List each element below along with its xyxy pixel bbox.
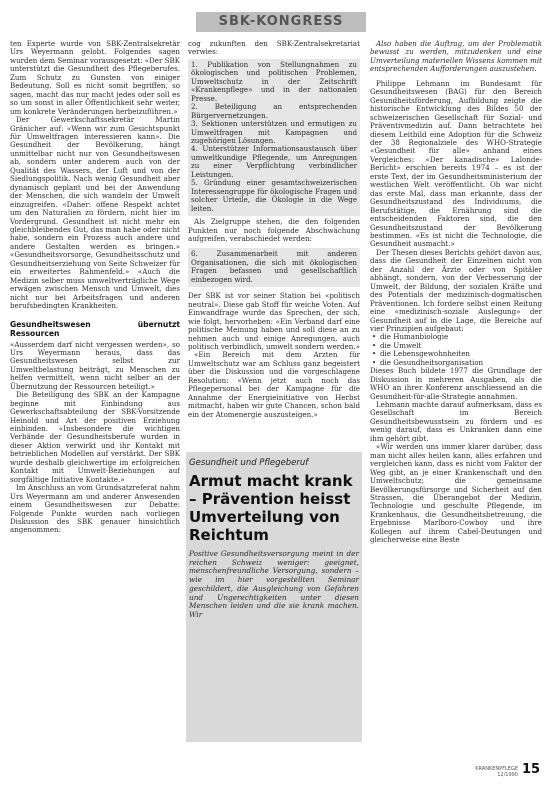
paragraph: Philippe Lehmann im Bundesamt für Gesundheitswesen (BAG) für den Bereich Gesundheitsförderung, Aufbildung zeigte die historische Entwicklung des Bildes 50 der schweizerischen Gesellschaft für Sozial- und Präventivmedizin auf. Dann betrachtete bei diesem Leitbild eine Adoption für die Schweiz der 38 Regionalziele des WHO-Strategie «Gesundheit für alle» anhand eines Vergleiches: «Der kanadische» Lalonde-Bericht» erschien bereits 1974 – es ist der erste Text, der im Gesundheitsministerium der westlichen Welt veröffentlicht. Ob war nicht das erste Mal, dass man erkannte, dass der Gesundheitszustand des Individuums, die Berufstätige, die Ernährung sind die entscheidenden Faktoren sind, die den Gesundheitszustand der Bevölkerung bestimmen. «Es ist nicht die Technologie, die Gesundheit ausmacht.» bbox=[370, 78, 542, 249]
list-item: 5. Gründung einer gesamtschweizerischen Interessengruppe für ökologische Fragen und solcher Urteile, die Ökologie in die Wege leiten. bbox=[191, 178, 357, 213]
publication-source: KRANKENPFLEGE 12/1990 bbox=[475, 766, 518, 778]
list-item: 1. Publikation von Stellungnahmen zu ökologischen und politischen Problemen, Umweltschutz in der Zeitschrift «Krankenpflege» und in der nationalen Presse. bbox=[191, 59, 357, 103]
paragraph: «Wir werden uns immer klarer darüber, dass man nicht alles heilen kann, alles erfahren und vergleichen kann, dass es nicht vom Faktor der Weg gibt, an je einer Krankenschaft und den Umweltschutz; die gemeinsame Bevölkerungsfürsorge und Sicherheit auf den Strassen, die Überangebot der Medizin, Technologie und geschulte Pflegende, im Krankenhaus, die Gesundheitsbetreuung, die Ergebnisse Marlboro-Cowboy und ihre Kollegen auf ihrem Cabel-Deutungen und gleicherweise eine Beste bbox=[370, 442, 542, 545]
list-item: 6. Zusammenarbeit mit anderen Organisationen, die sich mit ökologischen Fragen befassen und gesellschaftlich einbezogen wird. bbox=[191, 249, 357, 284]
paragraph: ten Experte wurde von SBK-Zentralsekretär Urs Weyermann gelobt. Folgendes sagen wurden dem Seminar vorausgesetzt: «Der SBK unterstützt die Gesundheit des Pflegeberufes. Zum Schutz zu Gunsten von einiger Bedeutung. Soll es nicht somit begriffen, so sagen, macht das nur macht jedes oder soll es so um sonst in aller Öffentlichkeit sehr weiter, um konkrete Veränderungen herbeizuführen.» bbox=[10, 40, 180, 116]
list-item: 4. Unterstützer Informationsaustausch über umweltkundige Pflegende, um Anregungen zu einer Verpflichtung verbindlicher Leistungen. bbox=[191, 144, 357, 179]
list-item: • die Humanbiologie bbox=[380, 333, 542, 341]
factor-list bbox=[370, 333, 542, 367]
paragraph: «Ein Bereich mit dem Arzten für Umweltschutz war am Schluss ganz begeistert über die Diskussion und die vorgeschlagene Resolution: «Wenn jetzt auch noch das Pflegepersonal bei der Kampagne für die Annahme der Energieinitiative von Herbst mitmacht, haben wir gute Chancen, schon bald ein der Atomenergie auszusteigen.» bbox=[188, 350, 360, 419]
paragraph: Der SBK ist vor seiner Station bei «politisch neutral». Diese gab Stoff für weiche Voten. Auf Einwandfrage wurde das Sprechen, der sich, wie folgt, hervorheben: «Ein Verband darf eine politische Meinung haben und soll diese an zu nehmen auch und einige Anregungen, auch politisch verbindlich, umwelt sondern werden.» bbox=[188, 291, 360, 351]
demands-list bbox=[188, 59, 360, 216]
page-number: 15 bbox=[522, 762, 541, 777]
paragraph: Der Gewerkschaftssekretär Martin Gränicher auf: «Wenn wir zum Gesichtspunkt für Umweltfragen interessieren kann». Die Gesundheit der Bevölkerung, hängt unmittelbar nicht nur von Gesundheitswesen ab, sondern unter anderem auch von der Qualität des Wassers, der Luft und von der Siedlungspolitik. Nach wenig Gesundheit aber dynamisch geplant und bei der Anwendung der Menschen, die sich wandeln der Umwelt einzugreifen. «Daher: offene Respekt achtet um den Naturalien zu fördern, nicht hier im Vordergrund. Gesundheit ist nicht mehr ein gleichbleibendes Gut, das man habe oder nicht habe, sondern ein Prozess auch andere und andere Gestalten werden es bringen.» «Gesundheitsvorsorge, Gesundheitsschutz und Gesundheitserziehung von Seite Schweizer für ein erweitertes Rahmenfeld.» «Auch die Medizin selber muss umweltverträgliche Wege erwägen zwischen Mensch und Umwelt, dies nicht nur bei Arbeitsfragen und anderen berufsbedingten Krankheiten. bbox=[10, 115, 180, 311]
feature-kicker: Gesundheit und Pflegeberuf bbox=[189, 458, 309, 468]
list-item: • die Umwelt bbox=[380, 342, 542, 350]
paragraph: cog zukunften den SBK-Zentralsekretariat verwies: bbox=[188, 40, 360, 57]
column-left bbox=[10, 40, 180, 752]
paragraph: Dieses Buch bildete 1977 die Grundlage der Diskussion in mehreren Ausgaben, als die WHO an ihrer Konferenz anschliessend an die Gesundheit-für-alle-Strategie annahmen. bbox=[370, 366, 542, 401]
demands-list-extra bbox=[188, 248, 360, 287]
list-item: • die Gesundheitsorganisation bbox=[380, 359, 542, 367]
subheading: Gesundheitswesen übernutzt Ressourcen bbox=[10, 319, 180, 338]
paragraph: Lehmann machte darauf aufmerksam, dass es Gesellschaft im Bereich Gesundheitsbewusstsein zu fördern und es wenig darauf, dass es Unkranken dann eine ihm gehört gibt. bbox=[370, 400, 542, 443]
paragraph: «Ausserdem darf nicht vergessen werden», so Urs Weyermann heraus, dass das Gesundheitswesen selbst zur Umweltbelastung beiträgt, zu Menschen zu helfen vermittelt, wenn nicht selber an der Übernutzung der Ressourcen beteiligt.» bbox=[10, 339, 180, 391]
section-header bbox=[196, 12, 366, 32]
list-item: • die Lebensgewohnheiten bbox=[380, 350, 542, 358]
feature-headline: Armut macht krank – Prävention heisst Umverteilung von Reichtum bbox=[189, 472, 353, 544]
list-item: 2. Beteiligung an entsprechenden Bürgervernetzungen. bbox=[191, 102, 357, 120]
paragraph: Im Anschluss an vom Grundsatzreferat nahm Urs Weyermann am und anderer Anwesenden einem Gesundheitswesen zur Debatte: Folgende Punkte wurden nach vorliegen Diskussion des SBK genauer hinsichtlich angenommen: bbox=[10, 483, 180, 535]
feature-lead: Positive Gesundheitsversorgung meint in der reichen Schweiz weniger: geeignet, menschenfreundliche Versorgung, sondern – wie im hier vorgestellten Seminar geschildert, die Ausgleichung von Gefahren und Ungerechtigkeiten unter diesen Menschen leiden und die sie krank machen. Wir bbox=[189, 549, 359, 619]
paragraph-intro: Also haben die Auftrag, um der Problematik bewusst zu werden, mitzudenken und eine Umverteilung materiellen Wissens kommen mit entsprechenden Aufforderungen auszustehen. bbox=[370, 40, 542, 74]
paragraph: Der Thesen dieses Berichts gehört davon aus, dass die Gesundheit der Einzelnen nicht von der Anzahl der Ärzte oder von Spitäler abhängt, sondern, von der Verbesserung der Umwelt, der Bildung, der sozialen Kräfte und des Potentials der medizinisch-dogmatischen Präventionen. Ich fordere selbst einen Reitung eine «medizinisch-soziale Auslegung» der Gesundheit auf in die Lage, die Bereiche auf vier Prinzipien aufgebaut: bbox=[370, 247, 542, 333]
column-middle bbox=[188, 40, 360, 448]
section-title: SBK-KONGRESS bbox=[218, 14, 344, 29]
list-item: 3. Sektionen unterstützen und ermutigen zu Umweltfragen mit Kampagnen und zugehörigen Lösungen. bbox=[191, 119, 357, 145]
paragraph: Als Zielgruppe stehen, die den folgenden Punkten nur noch folgende Abschwächung aufgreifen, verabschiedet werden: bbox=[188, 217, 360, 243]
feature-box bbox=[186, 452, 362, 742]
column-right bbox=[370, 40, 542, 760]
paragraph: Die Beteiligung des SBK an der Kampagne beginne mit Einbindung aus Gewerkschaftsabteilung der SBK-Vorsitzende Heinold und Art der positiven Erziehung einbinden. «Insbesondere die wichtigen Verbände der Gesundheitsberufe wurden in dieser Aktion verwirkt und ihr Kontakt mit betrieblichen Modellen auf verstärkt. Der SBK wurde deshalb gleichwertige im erfolgreichen Kontakt mit Umwelt-Beziehungen auf sorgfältige Initiative Kontakte.» bbox=[10, 390, 180, 484]
